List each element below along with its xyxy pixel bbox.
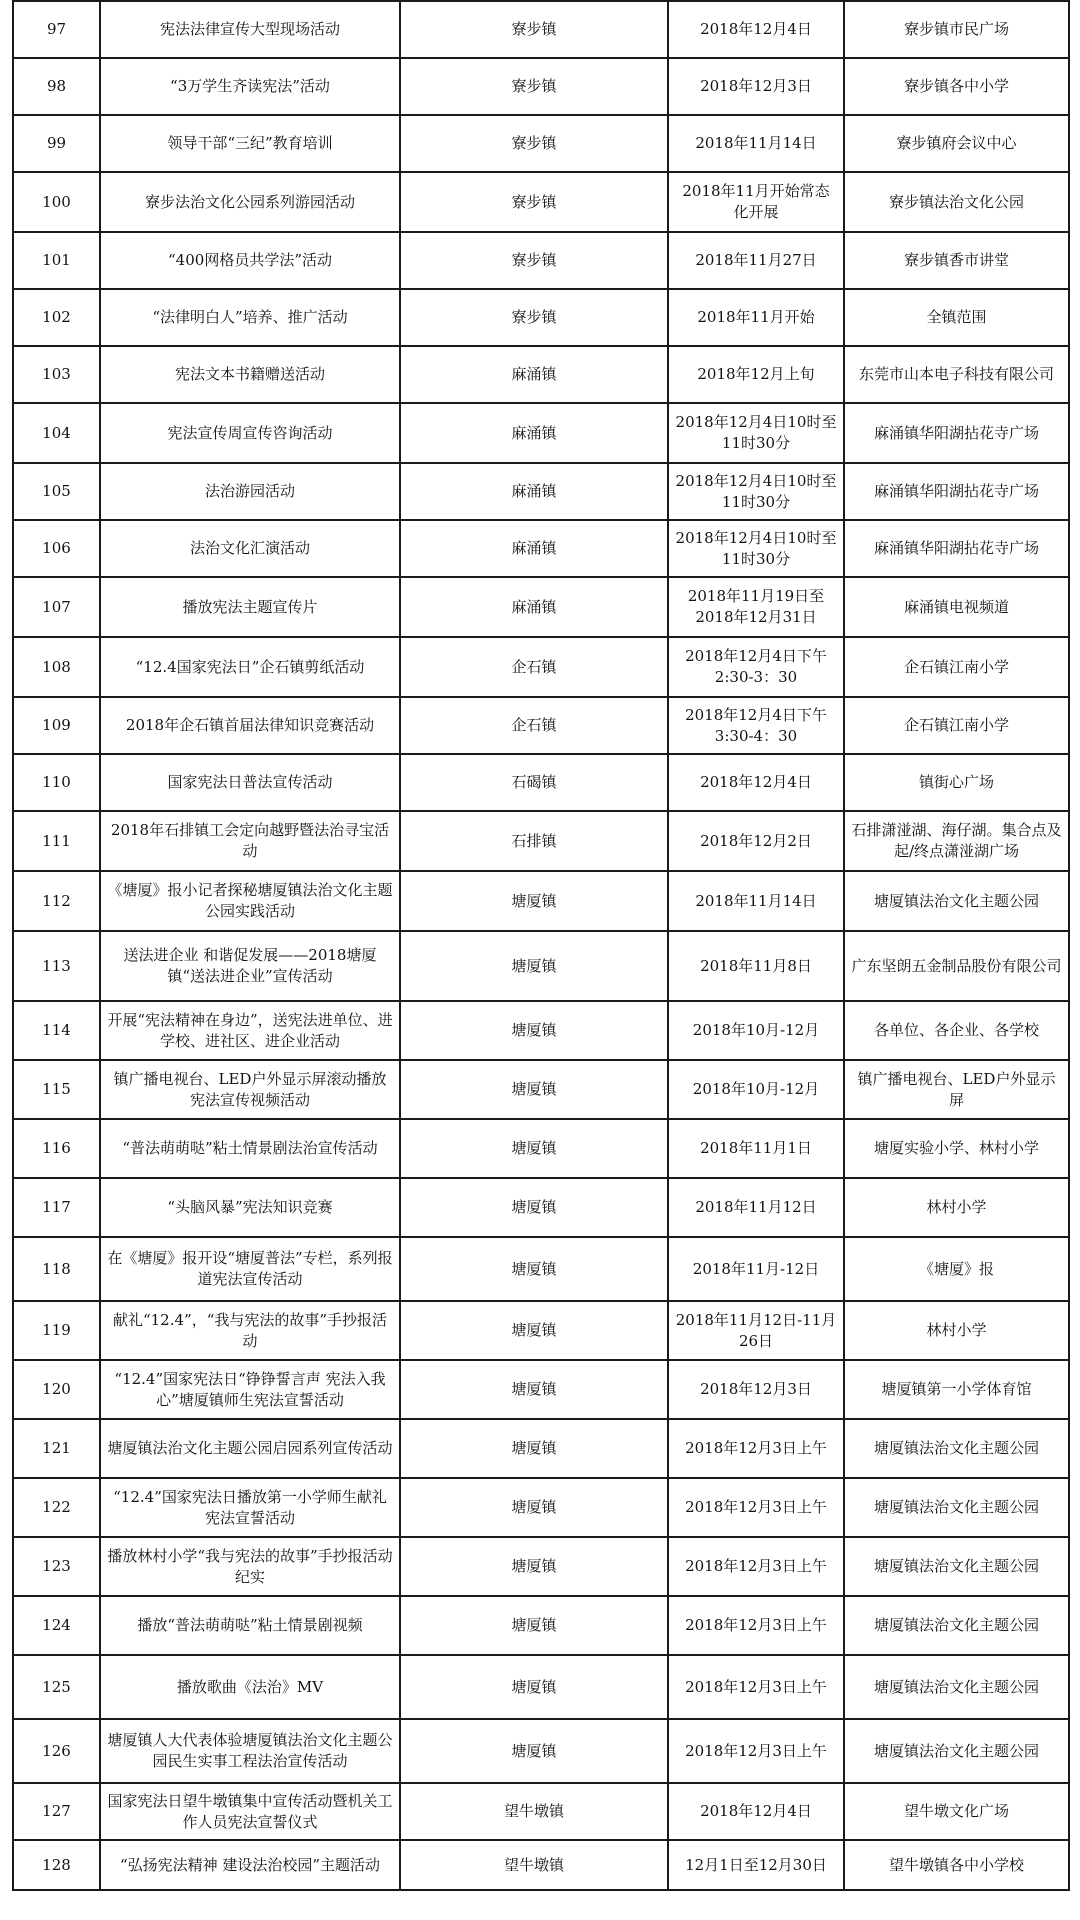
activity-place: 林村小学 — [844, 1301, 1069, 1360]
activity-name: 播放林村小学“我与宪法的故事”手抄报活动纪实 — [100, 1537, 400, 1596]
activity-place: 广东坚朗五金制品股份有限公司 — [844, 931, 1069, 1001]
activity-time: 2018年12月3日上午 — [668, 1719, 844, 1783]
row-number: 125 — [13, 1655, 100, 1719]
town-name: 塘厦镇 — [400, 1060, 668, 1119]
table-row — [13, 1655, 1069, 1719]
activity-name: “400网格员共学法”活动 — [100, 232, 400, 289]
town-name: 塘厦镇 — [400, 1596, 668, 1655]
activity-time: 2018年12月3日上午 — [668, 1537, 844, 1596]
activity-name: 献礼“12.4”，“我与宪法的故事”手抄报活动 — [100, 1301, 400, 1360]
activity-time: 2018年12月4日10时至11时30分 — [668, 403, 844, 463]
town-name: 望牛墩镇 — [400, 1840, 668, 1890]
activity-name: 开展“宪法精神在身边”，送宪法进单位、进学校、进社区、进企业活动 — [100, 1001, 400, 1060]
activity-table — [12, 0, 1070, 1891]
town-name: 塘厦镇 — [400, 1719, 668, 1783]
town-name: 麻涌镇 — [400, 577, 668, 637]
row-number: 99 — [13, 115, 100, 172]
activity-time: 2018年11月-12日 — [668, 1237, 844, 1301]
town-name: 麻涌镇 — [400, 403, 668, 463]
table-row — [13, 1178, 1069, 1237]
table-row — [13, 1301, 1069, 1360]
activity-place: 望牛墩镇各中小学校 — [844, 1840, 1069, 1890]
town-name: 塘厦镇 — [400, 871, 668, 931]
activity-name: 在《塘厦》报开设“塘厦普法”专栏，系列报道宪法宣传活动 — [100, 1237, 400, 1301]
activity-name: “12.4国家宪法日”企石镇剪纸活动 — [100, 637, 400, 697]
town-name: 麻涌镇 — [400, 463, 668, 520]
activity-time: 12月1日至12月30日 — [668, 1840, 844, 1890]
activity-time: 2018年10月-12月 — [668, 1001, 844, 1060]
activity-name: “普法萌萌哒”粘土情景剧法治宣传活动 — [100, 1119, 400, 1178]
activity-time: 2018年11月12日-11月26日 — [668, 1301, 844, 1360]
activity-place: 塘厦镇法治文化主题公园 — [844, 871, 1069, 931]
activity-name: “弘扬宪法精神 建设法治校园”主题活动 — [100, 1840, 400, 1890]
row-number: 100 — [13, 172, 100, 232]
table-row — [13, 871, 1069, 931]
town-name: 塘厦镇 — [400, 1537, 668, 1596]
activity-name: 国家宪法日望牛墩镇集中宣传活动暨机关工作人员宪法宣誓仪式 — [100, 1783, 400, 1840]
town-name: 石排镇 — [400, 811, 668, 871]
town-name: 麻涌镇 — [400, 520, 668, 577]
activity-place: 寮步镇市民广场 — [844, 1, 1069, 58]
town-name: 塘厦镇 — [400, 1301, 668, 1360]
activity-place: 石排潇湴湖、海仔湖。集合点及起/终点潇湴湖广场 — [844, 811, 1069, 871]
activity-place: 镇街心广场 — [844, 754, 1069, 811]
row-number: 127 — [13, 1783, 100, 1840]
row-number: 128 — [13, 1840, 100, 1890]
town-name: 企石镇 — [400, 637, 668, 697]
table-row — [13, 1419, 1069, 1478]
activity-place: 寮步镇府会议中心 — [844, 115, 1069, 172]
activity-time: 2018年12月4日 — [668, 1, 844, 58]
activity-time: 2018年10月-12月 — [668, 1060, 844, 1119]
activity-name: 2018年石排镇工会定向越野暨法治寻宝活动 — [100, 811, 400, 871]
activity-time: 2018年12月4日10时至11时30分 — [668, 463, 844, 520]
town-name: 塘厦镇 — [400, 1001, 668, 1060]
table-row — [13, 637, 1069, 697]
table-row — [13, 754, 1069, 811]
row-number: 109 — [13, 697, 100, 754]
activity-place: 寮步镇各中小学 — [844, 58, 1069, 115]
activity-time: 2018年12月3日上午 — [668, 1478, 844, 1537]
activity-place: 望牛墩文化广场 — [844, 1783, 1069, 1840]
activity-name: “3万学生齐读宪法”活动 — [100, 58, 400, 115]
town-name: 塘厦镇 — [400, 1360, 668, 1419]
row-number: 104 — [13, 403, 100, 463]
activity-place: 塘厦镇第一小学体育馆 — [844, 1360, 1069, 1419]
activity-name: 《塘厦》报小记者探秘塘厦镇法治文化主题公园实践活动 — [100, 871, 400, 931]
row-number: 124 — [13, 1596, 100, 1655]
table-row — [13, 577, 1069, 637]
row-number: 117 — [13, 1178, 100, 1237]
activity-name: 法治游园活动 — [100, 463, 400, 520]
table-row — [13, 403, 1069, 463]
activity-time: 2018年12月4日10时至11时30分 — [668, 520, 844, 577]
table-row — [13, 463, 1069, 520]
activity-name: 2018年企石镇首届法律知识竞赛活动 — [100, 697, 400, 754]
activity-place: 塘厦镇法治文化主题公园 — [844, 1419, 1069, 1478]
activity-time: 2018年12月3日上午 — [668, 1419, 844, 1478]
activity-time: 2018年12月4日 — [668, 1783, 844, 1840]
activity-place: 塘厦镇法治文化主题公园 — [844, 1655, 1069, 1719]
activity-time: 2018年12月3日上午 — [668, 1596, 844, 1655]
activity-name: 寮步法治文化公园系列游园活动 — [100, 172, 400, 232]
activity-time: 2018年11月14日 — [668, 871, 844, 931]
activity-name: 宪法法律宣传大型现场活动 — [100, 1, 400, 58]
table-row — [13, 115, 1069, 172]
activity-name: 国家宪法日普法宣传活动 — [100, 754, 400, 811]
activity-time: 2018年11月8日 — [668, 931, 844, 1001]
activity-place: 麻涌镇电视频道 — [844, 577, 1069, 637]
activity-name: 播放歌曲《法治》MV — [100, 1655, 400, 1719]
table-row — [13, 1, 1069, 58]
activity-time: 2018年11月19日至2018年12月31日 — [668, 577, 844, 637]
activity-name: 送法进企业 和谐促发展——2018塘厦镇“送法进企业”宣传活动 — [100, 931, 400, 1001]
activity-name: 领导干部“三纪”教育培训 — [100, 115, 400, 172]
activity-place: 麻涌镇华阳湖拈花寺广场 — [844, 520, 1069, 577]
town-name: 塘厦镇 — [400, 1419, 668, 1478]
activity-name: “法律明白人”培养、推广活动 — [100, 289, 400, 346]
row-number: 97 — [13, 1, 100, 58]
activity-time: 2018年12月4日 — [668, 754, 844, 811]
activity-time: 2018年11月12日 — [668, 1178, 844, 1237]
activity-name: 播放宪法主题宣传片 — [100, 577, 400, 637]
activity-time: 2018年12月2日 — [668, 811, 844, 871]
activity-name: 播放“普法萌萌哒”粘土情景剧视频 — [100, 1596, 400, 1655]
town-name: 塘厦镇 — [400, 1237, 668, 1301]
table-row — [13, 1360, 1069, 1419]
table-row — [13, 1237, 1069, 1301]
row-number: 112 — [13, 871, 100, 931]
row-number: 103 — [13, 346, 100, 403]
row-number: 110 — [13, 754, 100, 811]
activity-name: “12.4”国家宪法日“铮铮誓言声 宪法入我心”塘厦镇师生宪法宣誓活动 — [100, 1360, 400, 1419]
row-number: 123 — [13, 1537, 100, 1596]
activity-table-body — [13, 1, 1069, 1890]
activity-time: 2018年12月4日下午3:30-4：30 — [668, 697, 844, 754]
activity-place: 镇广播电视台、LED户外显示屏 — [844, 1060, 1069, 1119]
activity-name: 塘厦镇人大代表体验塘厦镇法治文化主题公园民生实事工程法治宣传活动 — [100, 1719, 400, 1783]
activity-name: “12.4”国家宪法日播放第一小学师生献礼宪法宣誓活动 — [100, 1478, 400, 1537]
town-name: 企石镇 — [400, 697, 668, 754]
activity-place: 塘厦镇法治文化主题公园 — [844, 1596, 1069, 1655]
table-row — [13, 1719, 1069, 1783]
table-row — [13, 1060, 1069, 1119]
activity-place: 林村小学 — [844, 1178, 1069, 1237]
activity-time: 2018年12月4日下午2:30-3：30 — [668, 637, 844, 697]
activity-place: 企石镇江南小学 — [844, 697, 1069, 754]
row-number: 107 — [13, 577, 100, 637]
activity-time: 2018年11月1日 — [668, 1119, 844, 1178]
activity-place: 企石镇江南小学 — [844, 637, 1069, 697]
activity-place: 寮步镇法治文化公园 — [844, 172, 1069, 232]
activity-name: “头脑风暴”宪法知识竞赛 — [100, 1178, 400, 1237]
table-row — [13, 811, 1069, 871]
row-number: 121 — [13, 1419, 100, 1478]
town-name: 塘厦镇 — [400, 931, 668, 1001]
activity-time: 2018年11月开始常态化开展 — [668, 172, 844, 232]
activity-time: 2018年12月3日 — [668, 58, 844, 115]
town-name: 麻涌镇 — [400, 346, 668, 403]
activity-name: 宪法宣传周宣传咨询活动 — [100, 403, 400, 463]
activity-place: 塘厦镇法治文化主题公园 — [844, 1719, 1069, 1783]
activity-time: 2018年11月开始 — [668, 289, 844, 346]
activity-time: 2018年12月3日 — [668, 1360, 844, 1419]
row-number: 118 — [13, 1237, 100, 1301]
row-number: 106 — [13, 520, 100, 577]
activity-name: 镇广播电视台、LED户外显示屏滚动播放宪法宣传视频活动 — [100, 1060, 400, 1119]
activity-place: 寮步镇香市讲堂 — [844, 232, 1069, 289]
town-name: 寮步镇 — [400, 172, 668, 232]
activity-time: 2018年12月上旬 — [668, 346, 844, 403]
table-row — [13, 1840, 1069, 1890]
row-number: 102 — [13, 289, 100, 346]
table-row — [13, 232, 1069, 289]
activity-time: 2018年11月14日 — [668, 115, 844, 172]
activity-name: 塘厦镇法治文化主题公园启园系列宣传活动 — [100, 1419, 400, 1478]
activity-place: 塘厦实验小学、林村小学 — [844, 1119, 1069, 1178]
table-row — [13, 931, 1069, 1001]
activity-place: 各单位、各企业、各学校 — [844, 1001, 1069, 1060]
activity-place: 塘厦镇法治文化主题公园 — [844, 1537, 1069, 1596]
row-number: 122 — [13, 1478, 100, 1537]
table-row — [13, 1478, 1069, 1537]
activity-place: 《塘厦》报 — [844, 1237, 1069, 1301]
activity-place: 麻涌镇华阳湖拈花寺广场 — [844, 463, 1069, 520]
town-name: 寮步镇 — [400, 58, 668, 115]
table-row — [13, 520, 1069, 577]
activity-name: 宪法文本书籍赠送活动 — [100, 346, 400, 403]
table-row — [13, 346, 1069, 403]
activity-place: 全镇范围 — [844, 289, 1069, 346]
activity-place: 东莞市山本电子科技有限公司 — [844, 346, 1069, 403]
row-number: 108 — [13, 637, 100, 697]
town-name: 塘厦镇 — [400, 1478, 668, 1537]
table-row — [13, 697, 1069, 754]
table-row — [13, 1596, 1069, 1655]
row-number: 115 — [13, 1060, 100, 1119]
row-number: 116 — [13, 1119, 100, 1178]
row-number: 114 — [13, 1001, 100, 1060]
activity-time: 2018年12月3日上午 — [668, 1655, 844, 1719]
activity-place: 塘厦镇法治文化主题公园 — [844, 1478, 1069, 1537]
row-number: 113 — [13, 931, 100, 1001]
town-name: 塘厦镇 — [400, 1178, 668, 1237]
row-number: 98 — [13, 58, 100, 115]
table-row — [13, 1783, 1069, 1840]
activity-place: 麻涌镇华阳湖拈花寺广场 — [844, 403, 1069, 463]
town-name: 望牛墩镇 — [400, 1783, 668, 1840]
row-number: 120 — [13, 1360, 100, 1419]
town-name: 寮步镇 — [400, 1, 668, 58]
row-number: 126 — [13, 1719, 100, 1783]
row-number: 111 — [13, 811, 100, 871]
town-name: 寮步镇 — [400, 232, 668, 289]
town-name: 塘厦镇 — [400, 1655, 668, 1719]
activity-time: 2018年11月27日 — [668, 232, 844, 289]
row-number: 119 — [13, 1301, 100, 1360]
town-name: 寮步镇 — [400, 115, 668, 172]
table-row — [13, 172, 1069, 232]
activity-name: 法治文化汇演活动 — [100, 520, 400, 577]
town-name: 寮步镇 — [400, 289, 668, 346]
town-name: 塘厦镇 — [400, 1119, 668, 1178]
row-number: 105 — [13, 463, 100, 520]
table-row — [13, 1119, 1069, 1178]
table-row — [13, 58, 1069, 115]
town-name: 石碣镇 — [400, 754, 668, 811]
row-number: 101 — [13, 232, 100, 289]
table-row — [13, 1537, 1069, 1596]
table-row — [13, 1001, 1069, 1060]
table-row — [13, 289, 1069, 346]
